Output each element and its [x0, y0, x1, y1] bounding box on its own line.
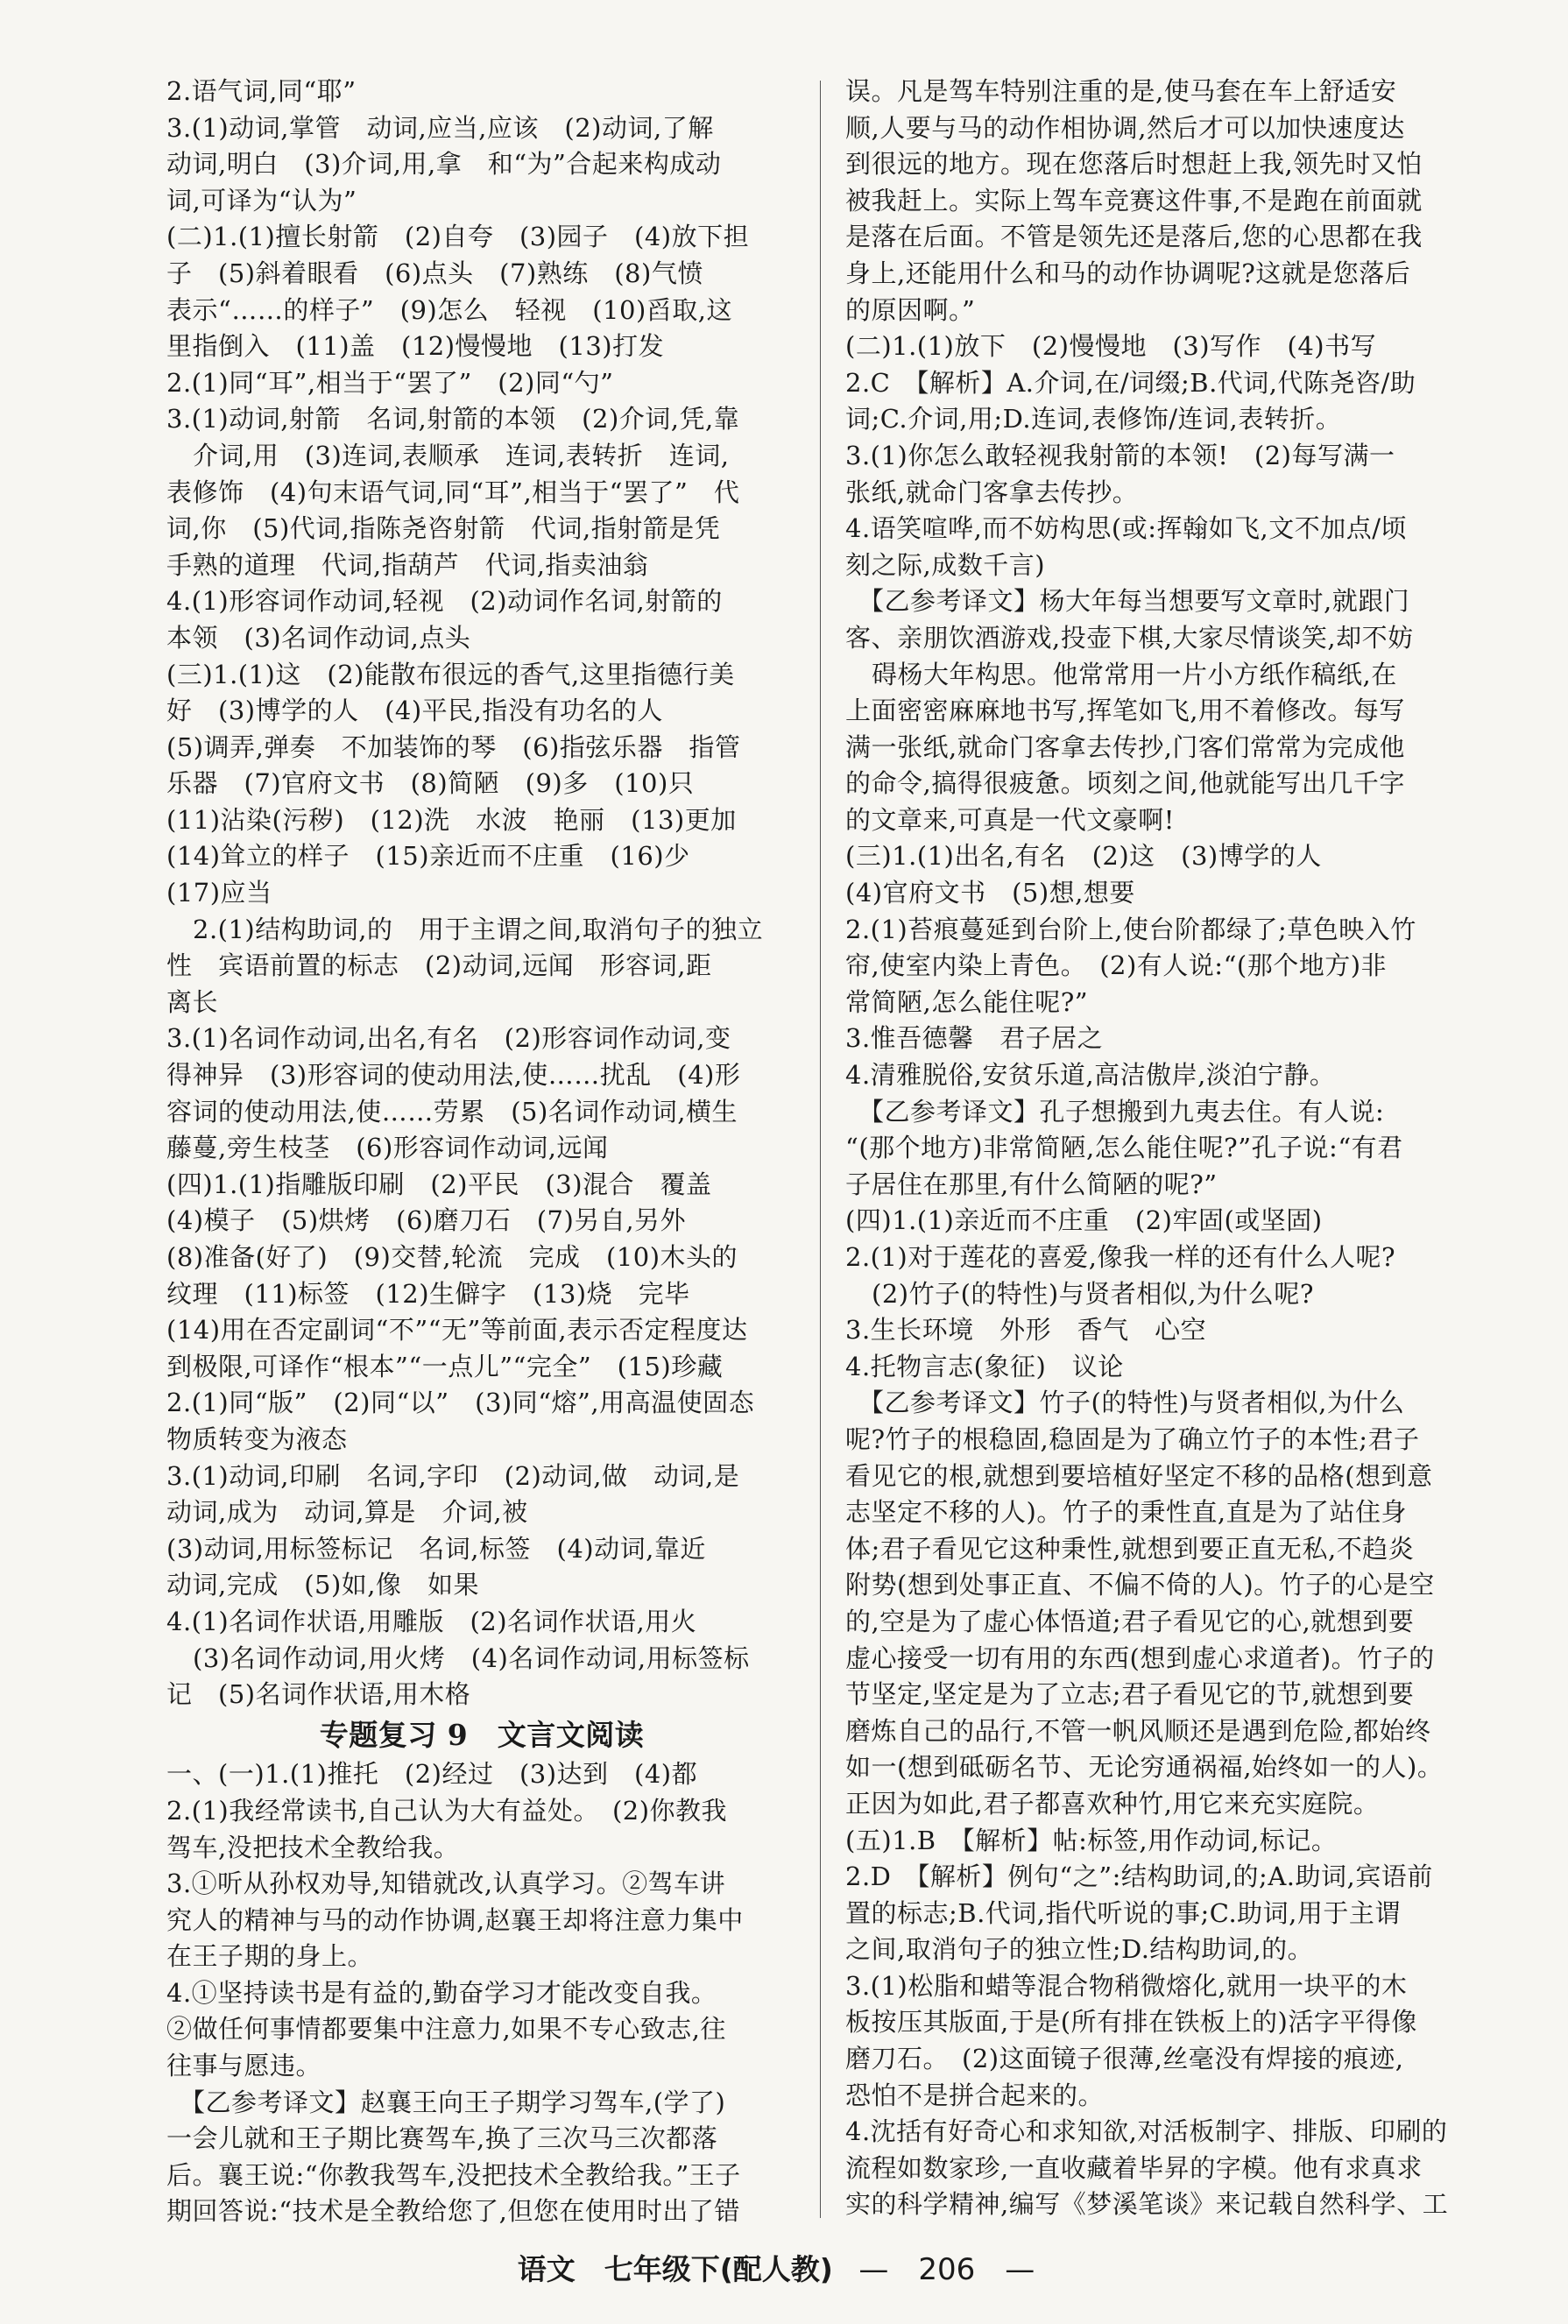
text-line: 得神异 (3)形容词的使动用法,使……扰乱 (4)形	[166, 1060, 741, 1091]
text-line: 4.(1)名词作状语,用雕版 (2)名词作状语,用火	[166, 1606, 697, 1636]
text-line: 藤蔓,旁生枝茎 (6)形容词作动词,远闻	[166, 1133, 609, 1163]
text-line: 2.D 【解析】例句“之”:结构助词,的;A.助词,宾语前	[845, 1861, 1433, 1892]
text-line: (14)耸立的样子 (15)亲近而不庄重 (16)少	[166, 841, 690, 872]
text-line: 误。凡是驾车特别注重的是,使马套在车上舒适安	[845, 76, 1397, 106]
text-line: 到极限,可译作“根本”“一点儿”“完全” (15)珍藏	[166, 1351, 724, 1381]
text-line: 被我赶上。实际上驾车竞赛这件事,不是跑在前面就	[845, 185, 1423, 215]
text-line: (4)模子 (5)烘烤 (6)磨刀石 (7)另自,另外	[166, 1205, 687, 1236]
text-line: 乐器 (7)官府文书 (8)简陋 (9)多 (10)只	[166, 768, 695, 799]
text-line: (3)动词,用标签标记 名词,标签 (4)动词,靠近	[166, 1533, 706, 1564]
text-line: 4.①坚持读书是有益的,勤奋学习才能改变自我。	[166, 1977, 717, 2008]
text-line: 离长	[166, 986, 219, 1017]
text-line: 一会儿就和王子期比赛驾车,换了三次马三次都落	[166, 2123, 718, 2154]
text-line: 看见它的根,就想到要培植好坚定不移的品格(想到意	[845, 1460, 1433, 1491]
text-line: 2.(1)对于莲花的喜爱,像我一样的还有什么人呢?	[845, 1242, 1396, 1272]
text-line: 往事与愿违。	[166, 2051, 322, 2081]
text-line: (二)1.(1)放下 (2)慢慢地 (3)写作 (4)书写	[845, 331, 1377, 362]
text-line: 的,空是为了虚心体悟道;君子看见它的心,就想到要	[845, 1606, 1415, 1636]
text-line: 帘,使室内染上青色。 (2)有人说:“(那个地方)非	[845, 950, 1388, 981]
text-line: 手熟的道理 代词,指葫芦 代词,指卖油翁	[166, 549, 649, 580]
text-line: 附势(想到处事正直、不偏不倚的人)。竹子的心是空	[845, 1570, 1435, 1600]
text-line: 4.(1)形容词作动词,轻视 (2)动词作名词,射箭的	[166, 586, 723, 617]
text-line: 4.托物言志(象征) 议论	[845, 1351, 1124, 1381]
text-line: 词;C.介词,用;D.连词,表修饰/连词,表转折。	[845, 404, 1342, 434]
text-line: 3.(1)动词,印刷 名词,字印 (2)动词,做 动词,是	[166, 1460, 740, 1491]
text-line: 3.(1)动词,射箭 名词,射箭的本领 (2)介词,凭,靠	[166, 404, 740, 434]
text-line: (五)1.B 【解析】帖:标签,用作动词,标记。	[845, 1825, 1338, 1855]
text-line: 在王子期的身上。	[166, 1941, 374, 1972]
text-line: 身上,还能用什么和马的动作协调呢?这就是您落后	[845, 258, 1411, 288]
text-line: 板按压其版面,于是(所有排在铁板上的)活字平得像	[845, 2007, 1417, 2038]
text-line: 2.(1)同“耳”,相当于“罢了” (2)同“勺”	[166, 367, 614, 398]
text-line: 【乙参考译文】杨大年每当想要写文章时,就跟门	[845, 586, 1410, 617]
text-line: ②做任何事情都要集中注意力,如果不专心致志,往	[166, 2014, 726, 2045]
text-line: 一、(一)1.(1)推托 (2)经过 (3)达到 (4)都	[166, 1759, 698, 1790]
text-line: 3.生长环境 外形 香气 心空	[845, 1315, 1207, 1346]
text-line: 虚心接受一切有用的东西(想到虚心求道者)。竹子的	[845, 1642, 1435, 1673]
text-line: (11)沾染(污秽) (12)洗 水波 艳丽 (13)更加	[166, 804, 737, 835]
text-line: 上面密密麻麻地书写,挥笔如飞,用不着修改。每写	[845, 696, 1405, 726]
text-line: 客、亲朋饮酒游戏,投壶下棋,大家尽情谈笑,却不妨	[845, 622, 1414, 653]
text-line: 介词,用 (3)连词,表顺承 连词,表转折 连词,	[193, 440, 730, 470]
text-line: 4.沈括有好奇心和求知欲,对活板制字、排版、印刷的	[845, 2116, 1448, 2147]
text-line: 体;君子看见它这种秉性,就想到要正直无私,不趋炎	[845, 1533, 1415, 1564]
text-line: 性 宾语前置的标志 (2)动词,远闻 形容词,距	[166, 950, 712, 981]
text-line: 磨炼自己的品行,不管一帆风顺还是遇到危险,都始终	[845, 1715, 1431, 1746]
text-line: 3.(1)你怎么敢轻视我射箭的本领! (2)每写满一	[845, 440, 1395, 470]
text-line: 期回答说:“技术是全教给您了,但您在使用时出了错	[166, 2196, 740, 2227]
text-line: 词,可译为“认为”	[166, 185, 357, 215]
text-line: 常简陋,怎么能住呢?”	[845, 986, 1089, 1017]
page-footer	[0, 2245, 1568, 2288]
text-line: 子居住在那里,有什么简陋的呢?”	[845, 1169, 1218, 1199]
text-line: 之间,取消句子的独立性;D.结构助词,的。	[845, 1934, 1314, 1965]
column-divider	[820, 81, 821, 2218]
text-line: 3.惟吾德馨 君子居之	[845, 1023, 1104, 1054]
text-line: (三)1.(1)出名,有名 (2)这 (3)博学的人	[845, 841, 1322, 872]
text-line: (四)1.(1)亲近而不庄重 (2)牢固(或坚固)	[845, 1205, 1323, 1236]
text-line: 的文章来,可真是一代文豪啊!	[845, 804, 1175, 835]
text-line: 后。襄王说:“你教我驾车,没把技术全教给我。”王子	[166, 2159, 741, 2190]
text-line: 磨刀石。 (2)这面镜子很薄,丝毫没有焊接的痕迹,	[845, 2044, 1404, 2074]
text-line: 究人的精神与马的动作协调,赵襄王却将注意力集中	[166, 1904, 744, 1935]
text-line: 实的科学精神,编写《梦溪笔谈》来记载自然科学、工	[845, 2189, 1449, 2220]
left-column	[166, 74, 797, 2230]
text-line: 3.①听从孙权劝导,知错就改,认真学习。②驾车讲	[166, 1868, 726, 1899]
text-line: (4)官府文书 (5)想,想要	[845, 878, 1135, 908]
text-line: 容词的使动用法,使……劳累 (5)名词作动词,横生	[166, 1096, 738, 1127]
text-line: 表修饰 (4)句末语气词,同“耳”,相当于“罢了” 代	[166, 477, 740, 507]
text-line: 子 (5)斜着眼看 (6)点头 (7)熟练 (8)气愤	[166, 258, 703, 288]
page-number: — 206 —	[858, 2252, 1035, 2287]
text-line: (14)用在否定副词“不”“无”等前面,表示否定程度达	[166, 1315, 748, 1346]
section-heading: 专题复习 9 文言文阅读	[319, 1717, 645, 1752]
text-line: 流程如数家珍,一直收藏着毕昇的字模。他有求真求	[845, 2152, 1423, 2183]
text-line: (四)1.(1)指雕版印刷 (2)平民 (3)混合 覆盖	[166, 1169, 712, 1199]
text-line: 动词,明白 (3)介词,用,拿 和“为”合起来构成动	[166, 149, 722, 180]
text-line: 到很远的地方。现在您落后时想赶上我,领先时又怕	[845, 149, 1423, 180]
text-line: 的原因啊。”	[845, 294, 976, 325]
text-line: 2.C 【解析】A.介词,在/词缀;B.代词,代陈尧咨/助	[845, 367, 1416, 398]
text-line: 2.(1)苔痕蔓延到台阶上,使台阶都绿了;草色映入竹	[845, 914, 1416, 944]
text-line: (2)竹子(的特性)与贤者相似,为什么呢?	[872, 1278, 1314, 1309]
text-line: 4.语笑喧哗,而不妨构思(或:挥翰如飞,文不加点/顷	[845, 513, 1407, 544]
text-line: 2.(1)同“版” (2)同“以” (3)同“熔”,用高温使固态	[166, 1388, 755, 1418]
text-line: “(那个地方)非常简陋,怎么能住呢?”孔子说:“有君	[845, 1133, 1403, 1163]
text-line: 的命令,搞得很疲惫。顷刻之间,他就能写出几千字	[845, 768, 1405, 799]
text-line: 动词,完成 (5)如,像 如果	[166, 1570, 480, 1600]
text-line: 词,你 (5)代词,指陈尧咨射箭 代词,指射箭是凭	[166, 513, 721, 544]
right-column	[845, 74, 1480, 2223]
text-line: 动词,成为 动词,算是 介词,被	[166, 1497, 528, 1528]
text-line: 里指倒入 (11)盖 (12)慢慢地 (13)打发	[166, 331, 665, 362]
text-line: 3.(1)名词作动词,出名,有名 (2)形容词作动词,变	[166, 1023, 731, 1054]
text-line: (二)1.(1)擅长射箭 (2)自夸 (3)园子 (4)放下担	[166, 222, 750, 252]
text-line: 呢?竹子的根稳固,稳固是为了确立竹子的本性;君子	[845, 1423, 1420, 1454]
text-line: 2.(1)我经常读书,自己认为大有益处。 (2)你教我	[166, 1795, 728, 1826]
text-line: (三)1.(1)这 (2)能散布很远的香气,这里指德行美	[166, 659, 735, 689]
text-line: 碍杨大年构思。他常常用一片小方纸作稿纸,在	[872, 659, 1397, 689]
text-line: 3.(1)松脂和蜡等混合物稍微熔化,就用一块平的木	[845, 1970, 1408, 2001]
text-line: (8)准备(好了) (9)交替,轮流 完成 (10)木头的	[166, 1242, 738, 1272]
text-line: 3.(1)动词,掌管 动词,应当,应该 (2)动词,了解	[166, 112, 714, 143]
footer-label: 语文 七年级下(配人教)	[517, 2252, 833, 2286]
text-line: 物质转变为液态	[166, 1423, 348, 1454]
text-line: 【乙参考译文】竹子(的特性)与贤者相似,为什么	[845, 1388, 1405, 1418]
text-line: (3)名词作动词,用火烤 (4)名词作动词,用标签标	[193, 1642, 750, 1673]
text-line: 2.(1)结构助词,的 用于主谓之间,取消句子的独立	[193, 914, 764, 944]
text-line: 置的标志;B.代词,指代听说的事;C.助词,用于主谓	[845, 1897, 1401, 1928]
text-line: 【乙参考译文】赵襄王向王子期学习驾车,(学了)	[166, 2087, 726, 2117]
text-line: 表示“……的样子” (9)怎么 轻视 (10)舀取,这	[166, 294, 732, 325]
text-line: 顺,人要与马的动作相协调,然后才可以加快速度达	[845, 112, 1405, 143]
text-line: (5)调弄,弹奏 不加装饰的琴 (6)指弦乐器 指管	[166, 731, 741, 762]
text-line: (17)应当	[166, 878, 272, 908]
text-line: 志坚定不移的人)。竹子的秉性直,直是为了站住身	[845, 1497, 1408, 1528]
text-line: 纹理 (11)标签 (12)生僻字 (13)烧 完毕	[166, 1278, 690, 1309]
text-line: 满一张纸,就命门客拿去传抄,门客们常常为完成他	[845, 731, 1405, 762]
text-line: 【乙参考译文】孔子想搬到九夷去住。有人说:	[845, 1096, 1385, 1127]
text-line: 张纸,就命门客拿去传抄。	[845, 477, 1139, 507]
text-line: 本领 (3)名词作动词,点头	[166, 622, 471, 653]
text-line: 4.清雅脱俗,安贫乐道,高洁傲岸,淡泊宁静。	[845, 1060, 1336, 1091]
text-line: 恐怕不是拼合起来的。	[845, 2080, 1105, 2110]
text-line: 驾车,没把技术全教给我。	[166, 1832, 460, 1862]
text-line: 是落在后面。不管是领先还是落后,您的心思都在我	[845, 222, 1423, 252]
text-line: 刻之际,成数千言)	[845, 549, 1046, 580]
text-line: 节坚定,坚定是为了立志;君子看见它的节,就想到要	[845, 1679, 1415, 1710]
text-line: 记 (5)名词作状语,用木格	[166, 1679, 471, 1710]
text-line: 如一(想到砥砺名节、无论穷通祸福,始终如一的人)。	[845, 1752, 1444, 1783]
text-line: 2.语气词,同“耶”	[166, 76, 357, 106]
text-line: 好 (3)博学的人 (4)平民,指没有功名的人	[166, 696, 663, 726]
text-line: 正因为如此,君子都喜欢种竹,用它来充实庭院。	[845, 1788, 1380, 1819]
